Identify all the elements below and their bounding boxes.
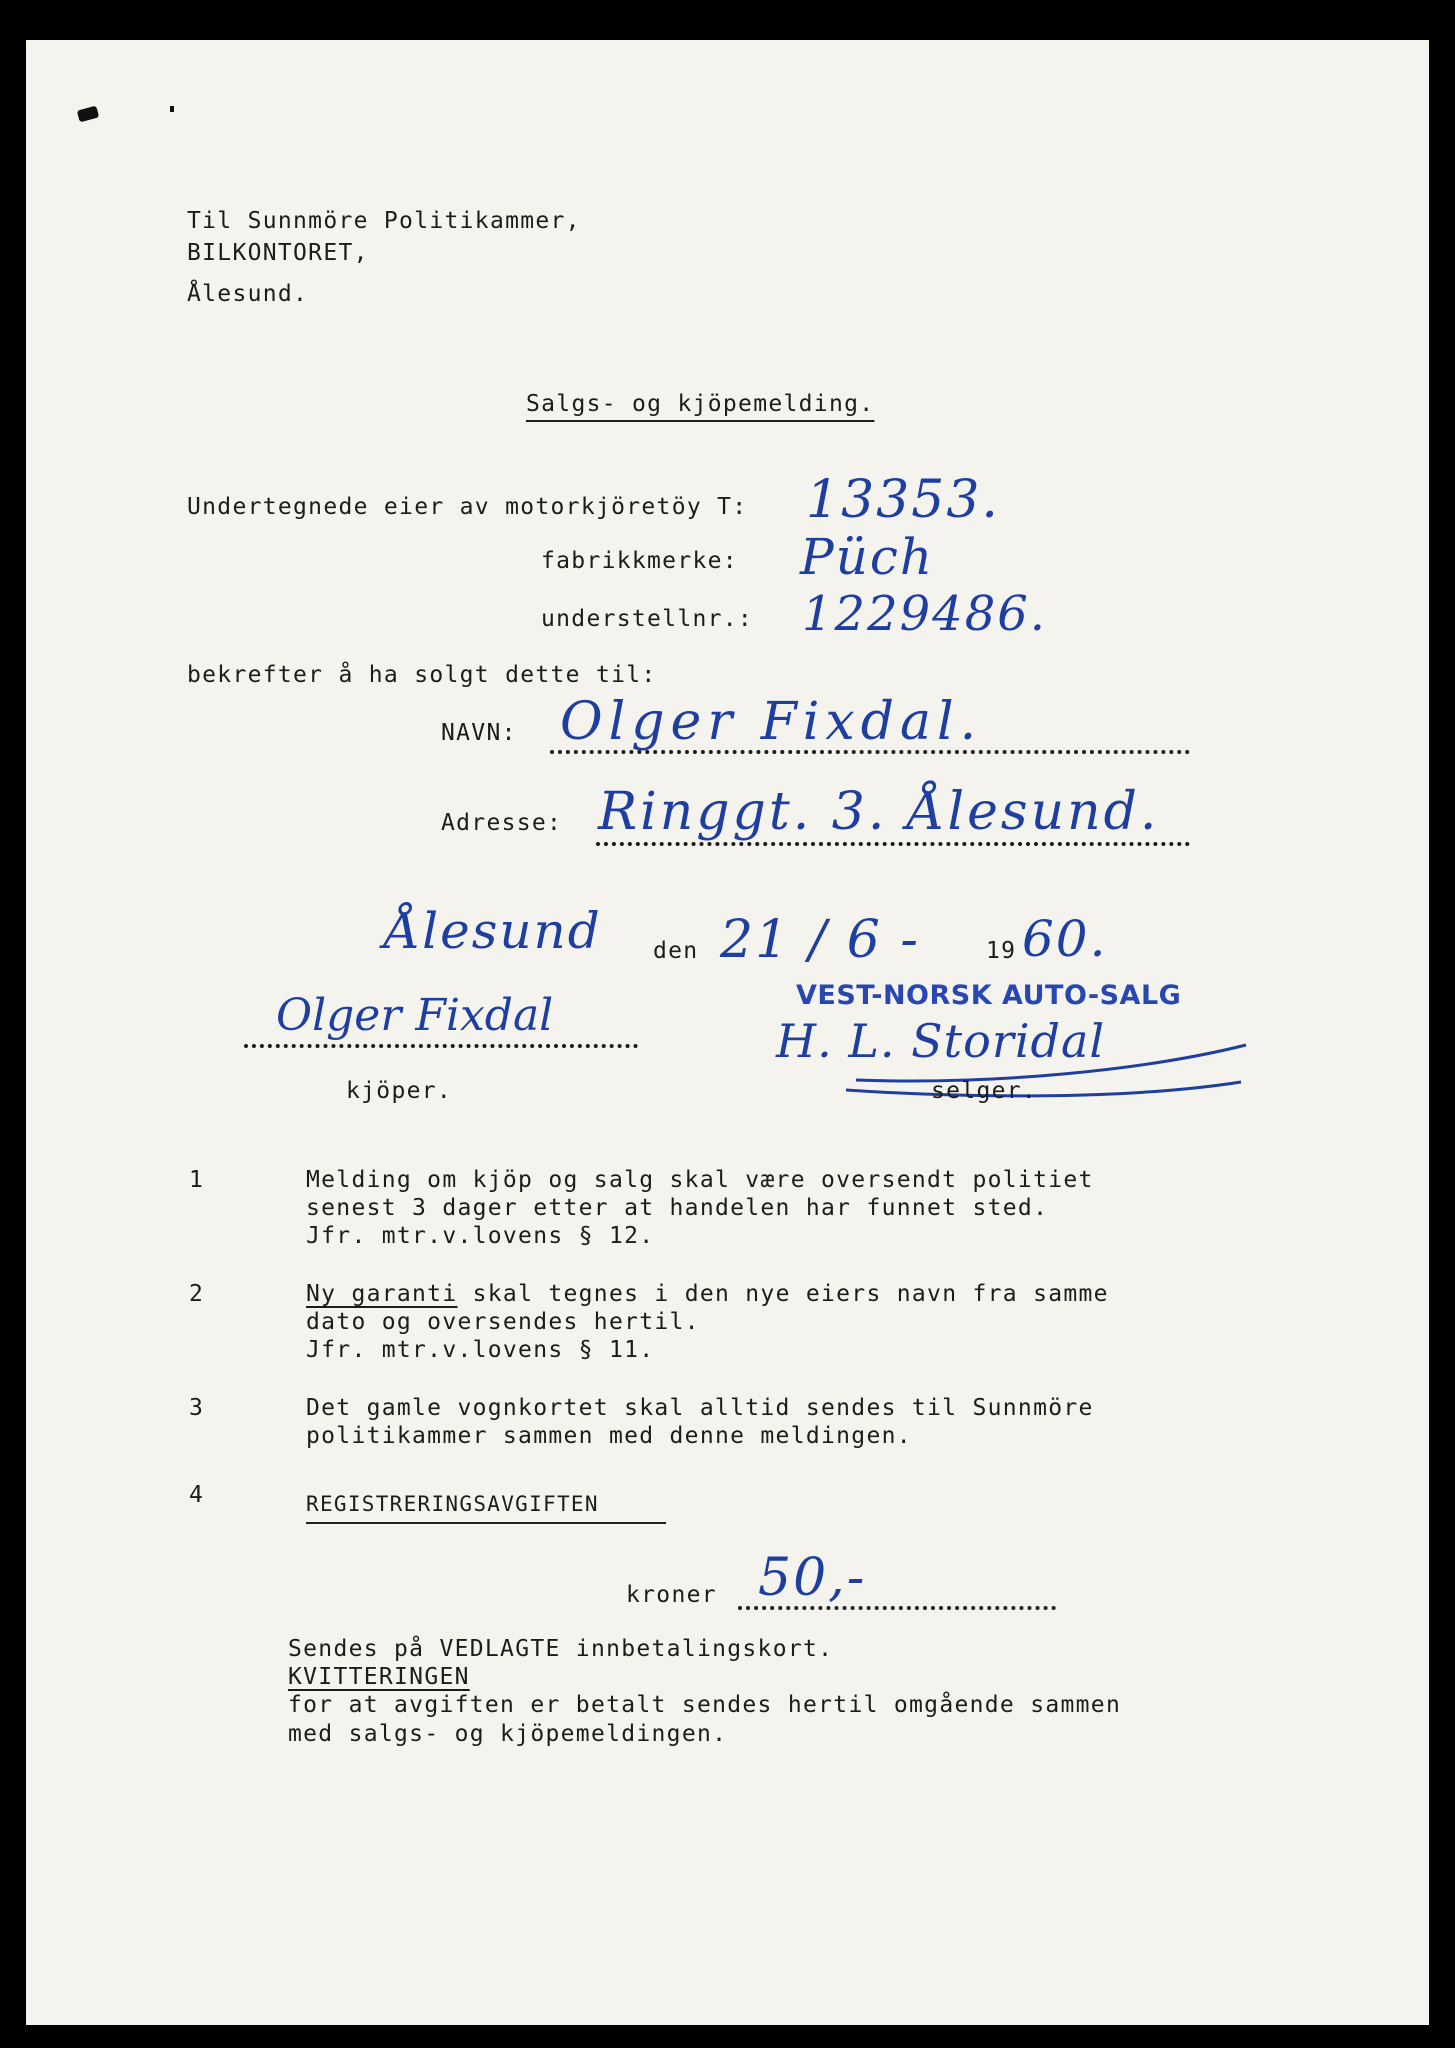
make-handwritten: Püch <box>800 528 935 586</box>
fee-label: kroner <box>626 1582 717 1608</box>
ink-mark <box>170 106 174 112</box>
sold-to-label: bekrefter å ha solgt dette til: <box>187 662 657 688</box>
addressee-line: Til Sunnmöre Politikammer, <box>187 208 581 234</box>
note-line: Jfr. mtr.v.lovens § 11. <box>306 1337 655 1363</box>
note-line: politikammer sammen med denne meldingen. <box>306 1423 912 1449</box>
document-page <box>26 40 1429 2025</box>
note-number: 2 <box>189 1281 205 1307</box>
note-line: Melding om kjöp og salg skal være oversendt politiet <box>306 1167 1094 1193</box>
chassis-label: understellnr.: <box>541 606 754 632</box>
note-line: Det gamle vognkortet skal alltid sendes til Sunnmöre <box>306 1395 1094 1421</box>
payment-line: med salgs- og kjöpemeldingen. <box>288 1721 728 1747</box>
owner-label: Undertegnede eier av motorkjöretöy T: <box>187 494 748 520</box>
note-line-rest: skal tegnes i den nye eiers navn fra samme <box>457 1281 1109 1307</box>
payment-line: Sendes på VEDLAGTE innbetalingskort. <box>288 1636 834 1662</box>
note-number: 1 <box>189 1167 205 1193</box>
receipt-heading: KVITTERINGEN <box>288 1664 470 1690</box>
note-underlined-term: Ny garanti <box>306 1281 458 1307</box>
buyer-address-handwritten: Ringgt. 3. Ålesund. <box>598 782 1160 842</box>
note-number: 3 <box>189 1395 205 1421</box>
fee-handwritten: 50,- <box>758 1548 867 1608</box>
note-heading: REGISTRERINGSAVGIFTEN <box>306 1492 599 1516</box>
seller-stamp: VEST-NORSK AUTO-SALG <box>796 980 1182 1011</box>
address-dotted-line <box>596 842 1190 846</box>
make-label: fabrikkmerke: <box>541 548 738 574</box>
heading-rule <box>306 1522 666 1524</box>
addressee-line: BILKONTORET, <box>187 240 369 266</box>
buyer-signature-dotted-line <box>244 1044 638 1048</box>
reg-number-handwritten: 13353. <box>806 470 1000 530</box>
note-number: 4 <box>189 1482 205 1508</box>
payment-line: for at avgiften er betalt sendes hertil omgående sammen <box>288 1692 1122 1718</box>
seller-label: selger. <box>931 1078 1038 1104</box>
addressee-line: Ålesund. <box>187 281 309 307</box>
note-line: Jfr. mtr.v.lovens § 12. <box>306 1223 655 1249</box>
document-title: Salgs- og kjöpemelding. <box>526 391 875 417</box>
note-line <box>306 1281 1109 1307</box>
name-label: NAVN: <box>441 720 517 746</box>
note-line: dato og oversendes hertil. <box>306 1309 700 1335</box>
buyer-label: kjöper. <box>346 1078 453 1104</box>
year-handwritten: 60. <box>1022 910 1108 968</box>
year-prefix: 19 <box>986 938 1017 964</box>
chassis-handwritten: 1229486. <box>802 586 1048 642</box>
address-label: Adresse: <box>441 810 563 836</box>
seller-signature-flourish <box>846 1040 1266 1100</box>
date-handwritten: 21 / 6 - <box>720 910 920 970</box>
ink-mark <box>77 106 99 123</box>
note-line: senest 3 dager etter at handelen har funnet sted. <box>306 1195 1049 1221</box>
buyer-signature: Olger Fixdal <box>276 990 554 1041</box>
den-label: den <box>653 938 699 964</box>
place-handwritten: Ålesund <box>384 902 602 960</box>
seller-signature: H. L. Storidal <box>776 1014 1106 1068</box>
buyer-name-handwritten: Olger Fixdal. <box>560 692 983 752</box>
